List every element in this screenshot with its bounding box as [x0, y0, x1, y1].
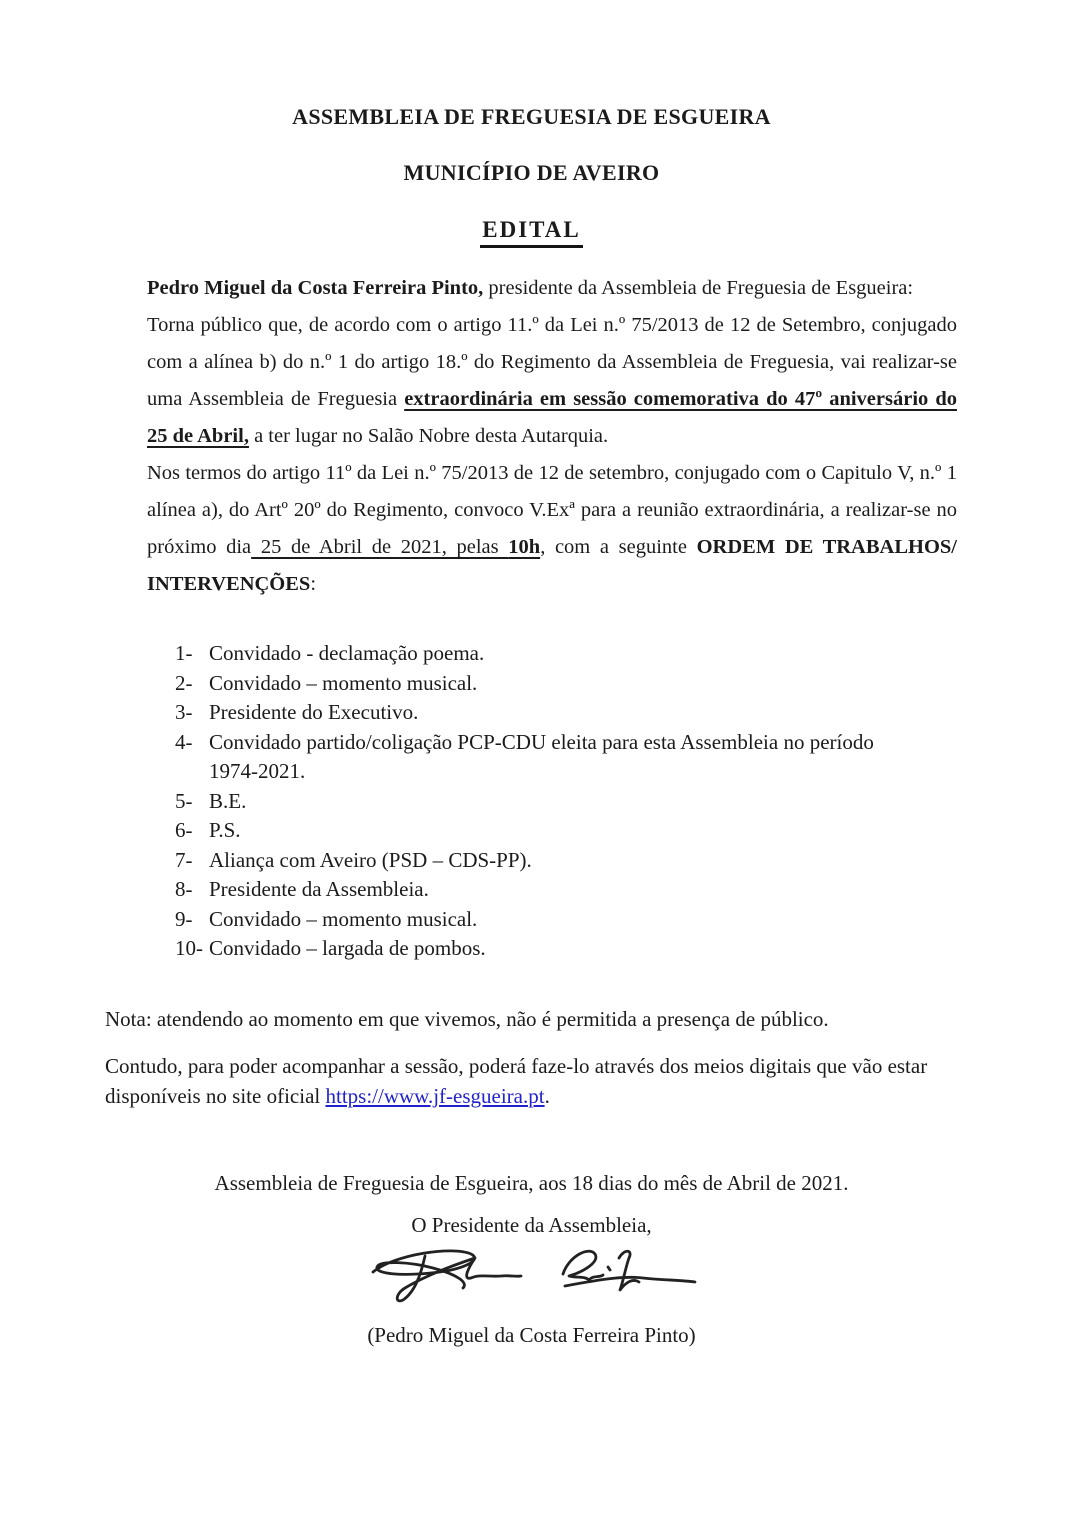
text-segment: ORDEM DE TRABALHOS/ INTERVENÇÕES — [147, 536, 958, 595]
text-segment: extraordinária em sessão comemorativa do 47º aniversário do 25 de Abril, — [147, 388, 957, 447]
municipality-title: MUNICÍPIO DE AVEIRO — [403, 160, 660, 185]
text-segment: Nota: atendendo ao momento em que vivemos, não é permitida a presença de público. — [105, 1006, 829, 1031]
agenda-item-number: 8- — [175, 877, 193, 901]
text-segment: Contudo, para poder acompanhar a sessão, poderá faze-lo através dos meios digitais que vão estar disponíveis no site oficial — [105, 1053, 928, 1108]
agenda-item-text: P.S. — [209, 818, 241, 842]
agenda-item-number: 2- — [175, 670, 193, 695]
agenda-item — [175, 846, 920, 876]
agenda-item-text: Presidente do Executivo. — [209, 700, 419, 724]
text-segment: . — [544, 1083, 550, 1108]
agenda-item — [175, 669, 920, 699]
agenda-item-text: B.E. — [209, 788, 247, 813]
intro-paragraph-convocation — [147, 455, 957, 603]
agenda-item — [175, 816, 920, 846]
agenda-item-text: Convidado - declamação poema. — [209, 641, 485, 665]
agenda-item-number: 7- — [175, 847, 193, 872]
doc-type-title — [105, 216, 958, 248]
agenda-item — [175, 787, 920, 817]
text-segment: Pedro Miguel da Costa Ferreira Pinto, — [147, 277, 489, 299]
agenda-item-number: 4- — [175, 729, 193, 754]
signature-image — [367, 1244, 697, 1316]
agenda-item-text: Convidado – largada de pombos. — [209, 936, 486, 960]
org-title: ASSEMBLEIA DE FREGUESIA DE ESGUEIRA — [292, 104, 771, 129]
text-segment: : — [310, 573, 317, 595]
agenda-item — [175, 728, 920, 787]
intro-section — [147, 270, 957, 603]
agenda-item-text: Aliança com Aveiro (PSD – CDS-PP). — [209, 847, 532, 872]
agenda-item-number: 10- — [175, 936, 203, 960]
text-segment: Torna público que, de acordo com o artigo 11.º da Lei n.º 75/2013 de 12 de Setembro, conjugado com a alínea b) do n.º 1 do artigo 18.º do Regimento da Assembleia de Freguesia, vai realizar-se uma Assembleia de Freguesia — [147, 314, 957, 410]
agenda-item-text: Convidado partido/coligação PCP-CDU eleita para esta Assembleia no período 1974-2021. — [209, 729, 874, 783]
website-link[interactable]: https://www.jf-esgueira.pt — [325, 1083, 545, 1108]
text-segment: 10h — [508, 536, 541, 558]
agenda-item-number: 9- — [175, 906, 193, 931]
agenda-item — [175, 934, 920, 964]
text-segment: a ter lugar no Salão Nobre desta Autarquia. — [248, 425, 609, 447]
note-paragraph — [105, 1004, 935, 1034]
agenda-item-number: 3- — [175, 700, 193, 724]
agenda-item — [175, 698, 920, 728]
intro-paragraph-presenter — [147, 270, 957, 307]
intro-paragraph-announcement — [147, 307, 957, 455]
agenda-item-number: 6- — [175, 818, 193, 842]
agenda-list — [175, 639, 920, 964]
president-line: O Presidente da Assembleia, — [411, 1212, 652, 1237]
agenda-item — [175, 905, 920, 935]
agenda-item-text: Convidado – momento musical. — [209, 670, 478, 695]
text-segment: Nos termos do artigo 11º da Lei n.º 75/2013 de 12 de setembro, conjugado com o Capitulo V, n.º 1 alínea a), do Artº 20º do Regimento, convoco V.Exª para a reunião extraordinária, a realizar-se no próximo dia — [147, 462, 957, 558]
agenda-item-text: Convidado – momento musical. — [209, 906, 478, 931]
date-line: Assembleia de Freguesia de Esgueira, aos 18 dias do mês de Abril de 2021. — [214, 1170, 849, 1195]
text-segment: 25 de Abril de 2021, pelas — [251, 536, 509, 558]
doc-type-underlined-text: EDITAL — [480, 216, 583, 248]
agenda-item — [175, 639, 920, 669]
agenda-item-text: Presidente da Assembleia. — [209, 877, 429, 901]
signature — [105, 1244, 958, 1316]
signatory-name: (Pedro Miguel da Costa Ferreira Pinto) — [367, 1322, 696, 1347]
agenda-item-number: 1- — [175, 641, 193, 665]
agenda-item-number: 5- — [175, 788, 193, 813]
text-segment: presidente da Assembleia de Freguesia de Esgueira: — [488, 277, 914, 299]
text-segment: , com a seguinte — [540, 536, 697, 558]
availability-paragraph — [105, 1051, 935, 1111]
agenda-item — [175, 875, 920, 905]
